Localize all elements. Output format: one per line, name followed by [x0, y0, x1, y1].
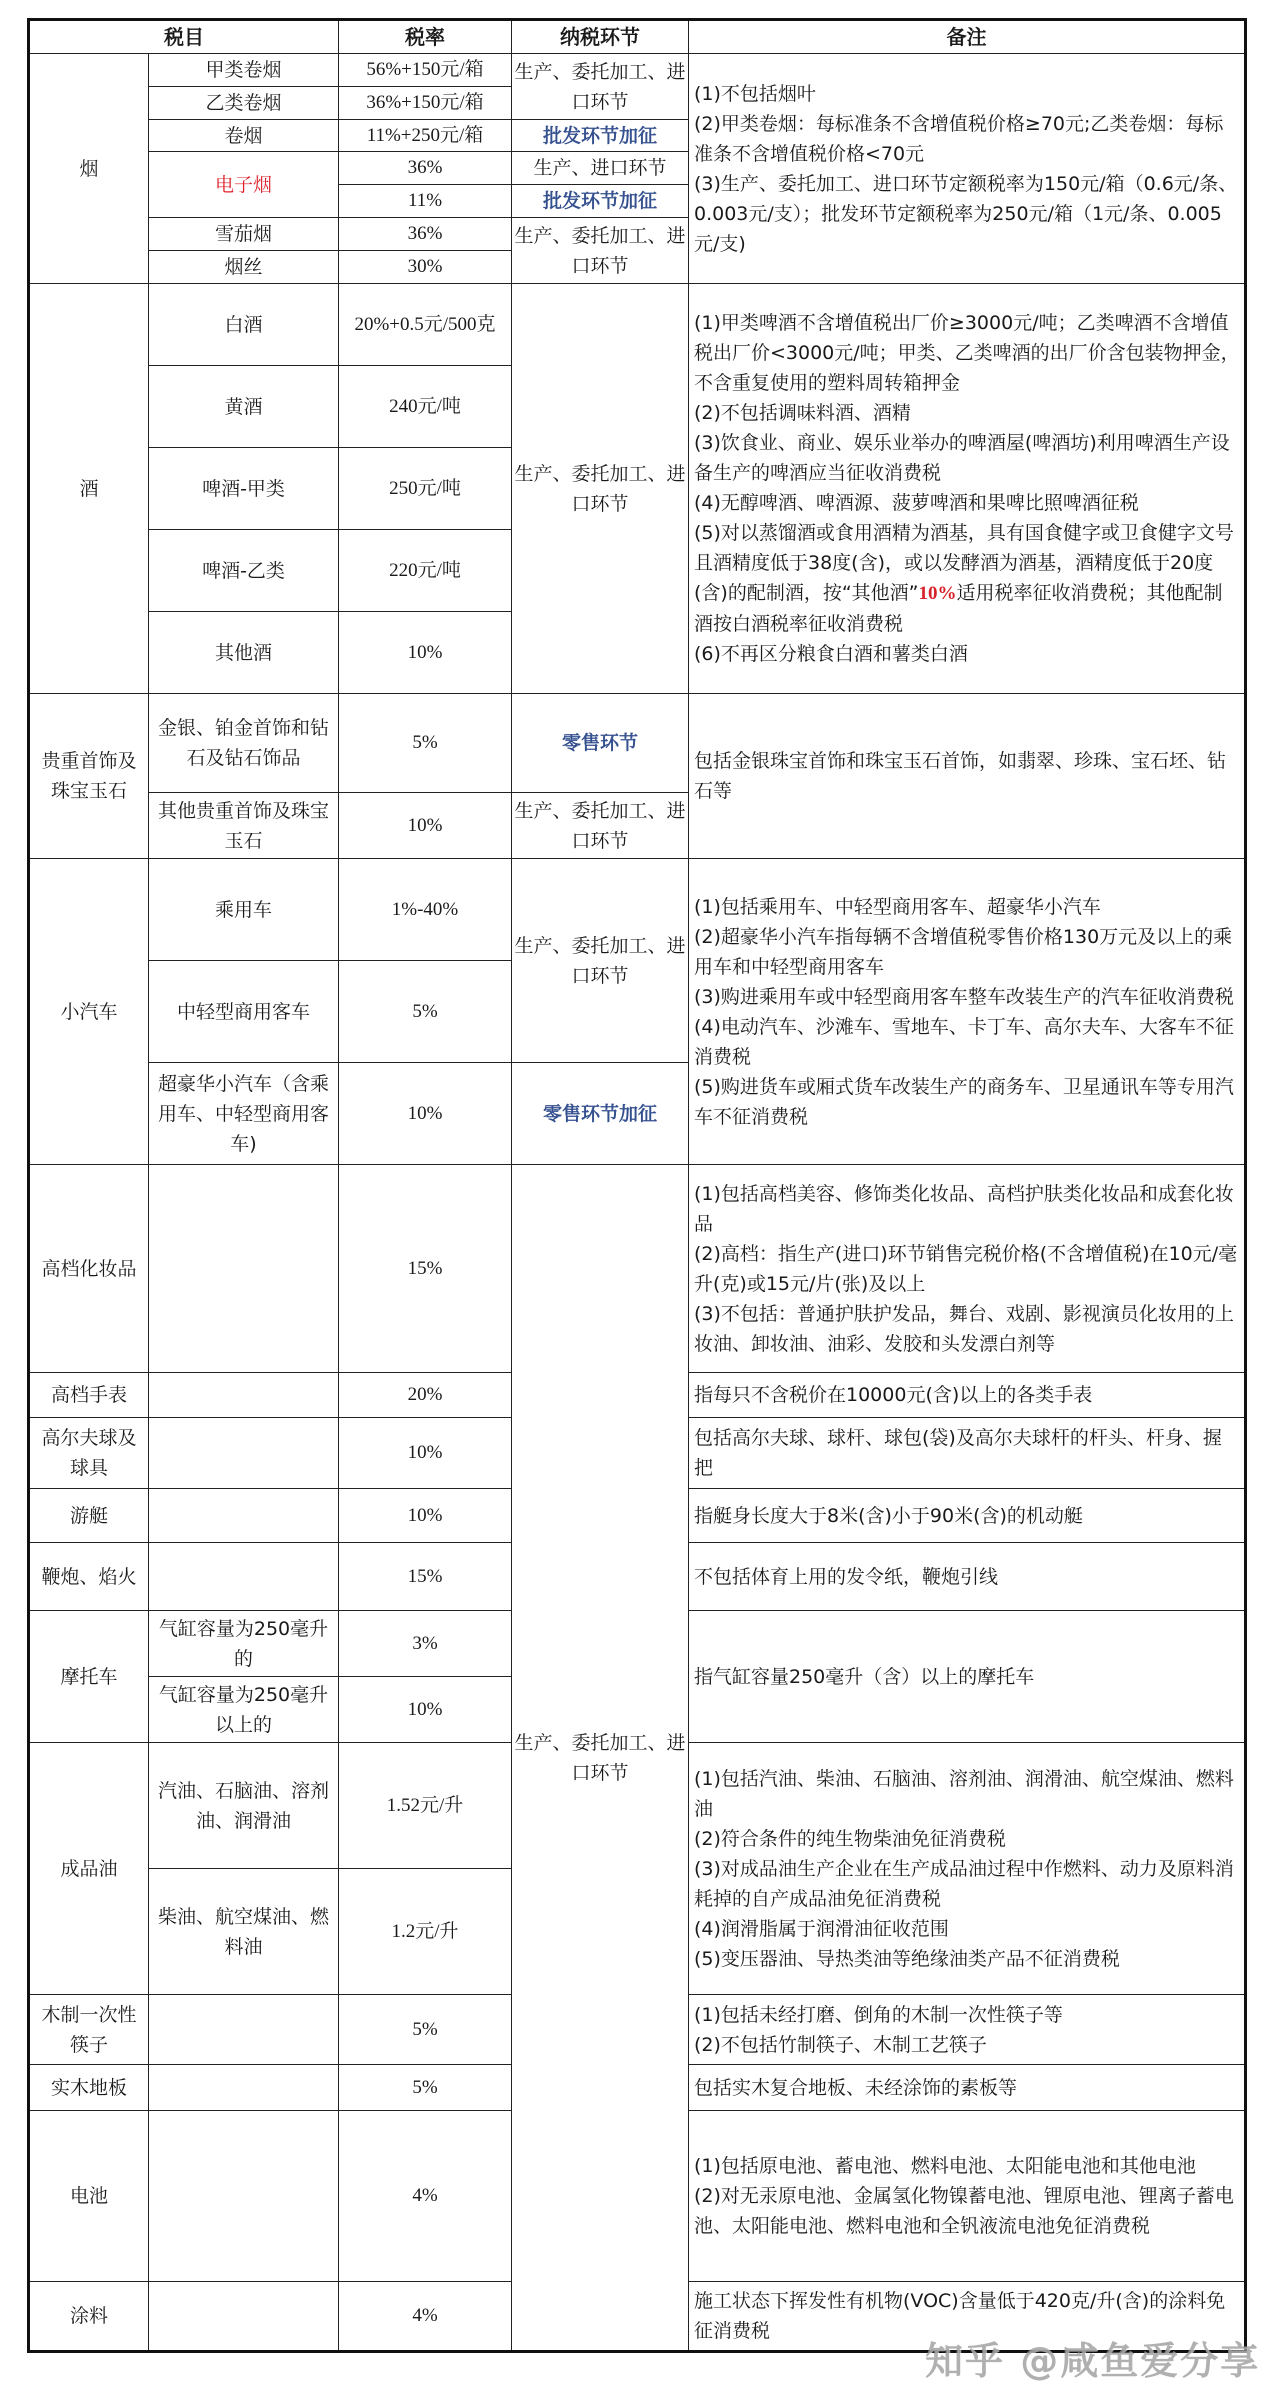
- item-stage-shared: 生产、委托加工、进口环节: [512, 1165, 689, 2352]
- note-line: (2)不包括竹制筷子、木制工艺筷子: [694, 2033, 987, 2056]
- item-name: 黄酒: [149, 366, 339, 448]
- empty-subitem: [149, 1165, 339, 1373]
- item-stage: 生产、委托加工、进口环节: [512, 218, 689, 284]
- note-line: (2)符合条件的纯生物柴油免征消费税: [694, 1827, 1006, 1850]
- item-stage-highlight: 批发环节加征: [512, 185, 689, 218]
- item-name: 气缸容量为250毫升以上的: [149, 1677, 339, 1743]
- item-rate: 4%: [339, 2282, 512, 2352]
- note-line: (2)甲类卷烟：每标准条不含增值税价格≥70元;乙类卷烟：每标准条不含增值税价格<70元: [694, 112, 1224, 165]
- header-row: [29, 20, 1246, 54]
- empty-subitem: [149, 1418, 339, 1489]
- item-rate: 5%: [339, 961, 512, 1063]
- notes-oil: [689, 1743, 1246, 1995]
- item-name: 超豪华小汽车（含乘用车、中轻型商用客车): [149, 1063, 339, 1165]
- item-stage: 生产、委托加工、进口环节: [512, 859, 689, 1063]
- header-rate: 税率: [339, 20, 512, 54]
- item-name: 乘用车: [149, 859, 339, 961]
- item-rate: 250元/吨: [339, 448, 512, 530]
- category-motorcycle: 摩托车: [29, 1611, 149, 1743]
- item-name: 柴油、航空煤油、燃料油: [149, 1869, 339, 1995]
- item-rate: 10%: [339, 1677, 512, 1743]
- note-text: 适用税率征收消费税；其他配制酒按白酒税率征收消费税: [694, 582, 1223, 635]
- empty-subitem: [149, 1373, 339, 1418]
- note-line: (2)对无汞原电池、金属氢化物镍蓄电池、锂原电池、锂离子蓄电池、太阳能电池、燃料电池和全钒液流电池免征消费税: [694, 2185, 1234, 2237]
- note-line: (5)变压器油、导热类油等绝缘油类产品不征消费税: [694, 1947, 1120, 1970]
- note-line: (3)对成品油生产企业在生产成品油过程中作燃料、动力及原料消耗掉的自产成品油免征消费税: [694, 1857, 1234, 1910]
- note-line: (2)超豪华小汽车指每辆不含增值税零售价格130万元及以上的乘用车和中轻型商用客车: [694, 925, 1233, 978]
- item-rate: 20%: [339, 1373, 512, 1418]
- note-line: (3)不包括：普通护肤护发品，舞台、戏剧、影视演员化妆用的上妆油、卸妆油、油彩、发胶和头发漂白剂等: [694, 1302, 1234, 1355]
- category-oil: 成品油: [29, 1743, 149, 1995]
- item-stage: 生产、委托加工、进口环节: [512, 54, 689, 120]
- item-name: 其他酒: [149, 612, 339, 694]
- item-rate: 10%: [339, 1418, 512, 1489]
- category-chopsticks: 木制一次性筷子: [29, 1995, 149, 2065]
- item-rate: 36%: [339, 152, 512, 185]
- item-name: 气缸容量为250毫升的: [149, 1611, 339, 1677]
- category-battery: 电池: [29, 2111, 149, 2282]
- notes-chopsticks: [689, 1995, 1246, 2065]
- item-name: 中轻型商用客车: [149, 961, 339, 1063]
- note-line: (4)电动汽车、沙滩车、雪地车、卡丁车、高尔夫车、大客车不征消费税: [694, 1015, 1234, 1068]
- category-liquor: 酒: [29, 284, 149, 694]
- item-rate: 1%-40%: [339, 859, 512, 961]
- category-cosmetics: 高档化妆品: [29, 1165, 149, 1373]
- note-line: [694, 518, 1240, 639]
- note-text: (5)对以蒸馏酒或食用酒精为酒基，具有国食健字或卫食健字文号且酒精度低于38度(含)，或以发酵酒为酒基，酒精度低于20度(含)的配制酒，按“其他酒”: [694, 522, 1234, 604]
- note-line: (1)包括未经打磨、倒角的木制一次性筷子等: [694, 2003, 1063, 2026]
- item-rate: 5%: [339, 2065, 512, 2111]
- category-tobacco: 烟: [29, 54, 149, 284]
- category-golf: 高尔夫球及球具: [29, 1418, 149, 1489]
- note-line: (4)润滑脂属于润滑油征收范围: [694, 1917, 949, 1940]
- item-name: 甲类卷烟: [149, 54, 339, 87]
- item-name: 金银、铂金首饰和钻石及钻石饰品: [149, 694, 339, 793]
- item-rate: 36%+150元/箱: [339, 87, 512, 120]
- item-stage: 生产、委托加工、进口环节: [512, 284, 689, 694]
- item-rate: 4%: [339, 2111, 512, 2282]
- note-line: (3)购进乘用车或中轻型商用客车整车改装生产的汽车征收消费税: [694, 985, 1234, 1008]
- empty-subitem: [149, 2111, 339, 2282]
- notes-motorcycle: 指气缸容量250毫升（含）以上的摩托车: [689, 1611, 1246, 1743]
- category-yacht: 游艇: [29, 1489, 149, 1543]
- table-row: [29, 859, 1246, 961]
- item-name: 啤酒-甲类: [149, 448, 339, 530]
- item-name: 汽油、石脑油、溶剂油、润滑油: [149, 1743, 339, 1869]
- notes-battery: [689, 2111, 1246, 2282]
- empty-subitem: [149, 1543, 339, 1611]
- item-rate: 5%: [339, 694, 512, 793]
- note-line: (3)生产、委托加工、进口环节定额税率为150元/箱（0.6元/条、0.003元/支）；批发环节定额税率为250元/箱（1元/条、0.005元/支): [694, 172, 1238, 255]
- item-stage: 生产、委托加工、进口环节: [512, 793, 689, 859]
- note-highlight-rate: 10%: [918, 583, 957, 604]
- table-row: [29, 54, 1246, 87]
- note-line: (3)饮食业、商业、娱乐业举办的啤酒屋(啤酒坊)利用啤酒生产设备生产的啤酒应当征收消费税: [694, 432, 1230, 484]
- consumption-tax-table: [27, 18, 1247, 2353]
- notes-coating: 施工状态下挥发性有机物(VOC)含量低于420克/升(含)的涂料免征消费税: [689, 2282, 1246, 2352]
- item-name: 乙类卷烟: [149, 87, 339, 120]
- item-name: 卷烟: [149, 120, 339, 152]
- item-stage-highlight: 零售环节: [512, 694, 689, 793]
- table-row: [29, 1165, 1246, 1373]
- item-rate: 11%: [339, 185, 512, 218]
- note-line: (2)高档：指生产(进口)环节销售完税价格(不含增值税)在10元/毫升(克)或15元/片(张)及以上: [694, 1242, 1238, 1295]
- item-rate: 3%: [339, 1611, 512, 1677]
- item-rate: 30%: [339, 251, 512, 284]
- item-rate: 1.2元/升: [339, 1869, 512, 1995]
- item-rate: 220元/吨: [339, 530, 512, 612]
- item-rate: 15%: [339, 1165, 512, 1373]
- item-rate: 1.52元/升: [339, 1743, 512, 1869]
- notes-firecrackers: 不包括体育上用的发令纸，鞭炮引线: [689, 1543, 1246, 1611]
- empty-subitem: [149, 2282, 339, 2352]
- item-stage-highlight: 零售环节加征: [512, 1063, 689, 1165]
- item-rate: 20%+0.5元/500克: [339, 284, 512, 366]
- note-line: (6)不再区分粮食白酒和薯类白酒: [694, 643, 968, 665]
- note-line: (1)包括高档美容、修饰类化妆品、高档护肤类化妆品和成套化妆品: [694, 1182, 1234, 1235]
- item-rate: 11%+250元/箱: [339, 120, 512, 152]
- item-rate: 5%: [339, 1995, 512, 2065]
- category-cars: 小汽车: [29, 859, 149, 1165]
- header-stage: 纳税环节: [512, 20, 689, 54]
- item-rate: 10%: [339, 1489, 512, 1543]
- note-line: (1)包括乘用车、中轻型商用客车、超豪华小汽车: [694, 895, 1101, 918]
- header-category: 税目: [29, 20, 339, 54]
- category-firecrackers: 鞭炮、焰火: [29, 1543, 149, 1611]
- notes-flooring: 包括实木复合地板、未经涂饰的素板等: [689, 2065, 1246, 2111]
- item-name: 白酒: [149, 284, 339, 366]
- note-line: (1)包括汽油、柴油、石脑油、溶剂油、润滑油、航空煤油、燃料油: [694, 1767, 1234, 1820]
- item-rate: 10%: [339, 1063, 512, 1165]
- table-row: [29, 694, 1246, 793]
- note-line: (1)甲类啤酒不含增值税出厂价≥3000元/吨；乙类啤酒不含增值税出厂价<3000元/吨；甲类、乙类啤酒的出厂价含包装物押金，不含重复使用的塑料周转箱押金: [694, 312, 1240, 394]
- item-stage-highlight: 批发环节加征: [512, 120, 689, 152]
- item-rate: 10%: [339, 793, 512, 859]
- item-rate: 36%: [339, 218, 512, 251]
- note-line: (4)无醇啤酒、啤酒源、菠萝啤酒和果啤比照啤酒征税: [694, 492, 1139, 514]
- item-rate: 15%: [339, 1543, 512, 1611]
- item-rate: 10%: [339, 612, 512, 694]
- category-flooring: 实木地板: [29, 2065, 149, 2111]
- notes-yacht: 指艇身长度大于8米(含)小于90米(含)的机动艇: [689, 1489, 1246, 1543]
- item-name-ecig: 电子烟: [149, 152, 339, 218]
- item-name: 其他贵重首饰及珠宝玉石: [149, 793, 339, 859]
- notes-cosmetics: [689, 1165, 1246, 1373]
- note-line: (2)不包括调味料酒、酒精: [694, 402, 911, 424]
- note-line: (1)包括原电池、蓄电池、燃料电池、太阳能电池和其他电池: [694, 2155, 1196, 2177]
- item-name: 啤酒-乙类: [149, 530, 339, 612]
- empty-subitem: [149, 1995, 339, 2065]
- item-name: 雪茄烟: [149, 218, 339, 251]
- note-line: (1)不包括烟叶: [694, 82, 816, 105]
- note-line: (5)购进货车或厢式货车改装生产的商务车、卫星通讯车等专用汽车不征消费税: [694, 1075, 1234, 1128]
- category-jewelry: 贵重首饰及珠宝玉石: [29, 694, 149, 859]
- notes-tobacco: [689, 54, 1246, 284]
- item-rate: 56%+150元/箱: [339, 54, 512, 87]
- watermark: 知乎 @咸鱼爱分享: [925, 2339, 1261, 2383]
- notes-jewelry: 包括金银珠宝首饰和珠宝玉石首饰，如翡翠、珍珠、宝石坯、钻石等: [689, 694, 1246, 859]
- table-row: [29, 284, 1246, 366]
- empty-subitem: [149, 1489, 339, 1543]
- notes-watch: 指每只不含税价在10000元(含)以上的各类手表: [689, 1373, 1246, 1418]
- header-notes: 备注: [689, 20, 1246, 54]
- notes-liquor: [689, 284, 1246, 694]
- item-name: 烟丝: [149, 251, 339, 284]
- notes-cars: [689, 859, 1246, 1165]
- item-rate: 240元/吨: [339, 366, 512, 448]
- notes-golf: 包括高尔夫球、球杆、球包(袋)及高尔夫球杆的杆头、杆身、握把: [689, 1418, 1246, 1489]
- item-stage: 生产、进口环节: [512, 152, 689, 185]
- empty-subitem: [149, 2065, 339, 2111]
- category-watch: 高档手表: [29, 1373, 149, 1418]
- category-coating: 涂料: [29, 2282, 149, 2352]
